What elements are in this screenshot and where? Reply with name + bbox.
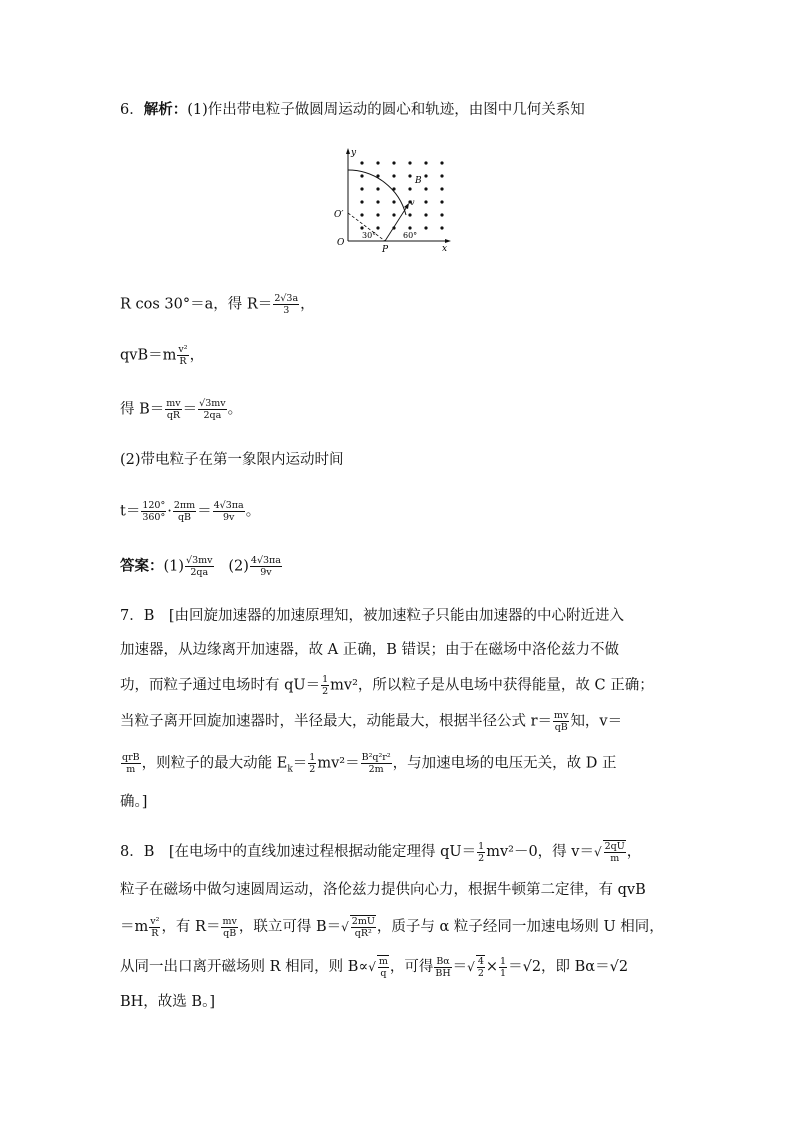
q8-l4-f4-num: 1 (500, 955, 507, 967)
field-dot (392, 200, 395, 203)
q8-l1c: ， (626, 844, 642, 860)
eq1-num: 2√3a (274, 293, 299, 304)
q6-eq1 (120, 293, 315, 316)
eq2-den: R (179, 356, 187, 367)
q8-l3-frac2 (221, 916, 237, 939)
field-dot (360, 226, 363, 229)
q8-l4-frac3 (476, 955, 485, 979)
eq1-frac (273, 293, 299, 316)
q7-l3-den: 2 (322, 686, 329, 697)
eq3-f1-den: qR (166, 410, 181, 421)
field-dot (376, 213, 379, 216)
field-dot (408, 226, 411, 229)
field-dot (440, 187, 443, 190)
q7-line3 (120, 674, 654, 697)
q6-eq2 (120, 344, 204, 367)
field-dot (360, 187, 363, 190)
q7-l3-num: 1 (322, 674, 329, 685)
q8-l4-f4-den: 1 (500, 967, 507, 979)
field-dot (376, 200, 379, 203)
q7-l5-f2-den: 2 (309, 764, 316, 775)
ans1-den: 2qa (190, 567, 209, 578)
q7-line4 (120, 710, 622, 733)
ans2-frac (250, 555, 282, 578)
q7-line5 (120, 752, 616, 779)
answer-label: 答案： (120, 557, 164, 575)
q6-answer (120, 555, 283, 578)
q8-l1-frac2 (603, 840, 626, 864)
q7-line2: 加速器，从边缘离开加速器，故 A 正确，B 错误；由于在磁场中洛伦兹力不做 (120, 642, 619, 658)
q7-l4a: 当粒子离开回旋加速器时，半径最大，动能最大，根据半径公式 r＝ (120, 713, 553, 730)
eq1-text: R cos 30°＝a，得 R＝ (120, 296, 273, 313)
q7-l5-sub: k (287, 764, 293, 775)
q8-l4-f1-num: m (378, 956, 388, 967)
eq4-mid: ＝ (197, 503, 212, 520)
label-angle-60: 60° (403, 231, 418, 240)
field-dot (392, 161, 395, 164)
field-dot (360, 174, 363, 177)
label-point: P (382, 245, 389, 255)
eq4-frac3 (213, 500, 245, 523)
q7-l5b: ＝ (292, 755, 308, 772)
field-dot (360, 161, 363, 164)
sqrt-sign: √ (467, 960, 475, 974)
field-dot (440, 174, 443, 177)
eq4-f1-den: 360° (142, 512, 166, 523)
q7-l5c: mv²＝ (317, 755, 360, 772)
label-center: O′ (334, 210, 344, 220)
eq4-frac2 (173, 500, 196, 523)
ans1-num: √3mv (186, 555, 213, 566)
q7-l4b: 知，v＝ (570, 713, 623, 730)
label-field: B (415, 176, 422, 186)
eq4-f3-num: 4√3πa (213, 500, 244, 511)
q7-l3a: 功，而粒子通过电场时有 qU＝ (120, 677, 321, 694)
eq4-text: t＝ (120, 503, 141, 520)
field-dot (424, 213, 427, 216)
ans1-frac (185, 555, 213, 578)
eq4-dot: · (167, 503, 172, 520)
eq1-end: ， (300, 296, 315, 313)
q8-l3-frac1 (149, 916, 160, 939)
label-y: y (351, 148, 357, 158)
q8-l4-f1-den: q (380, 968, 387, 979)
field-dot (376, 187, 379, 190)
label-velocity: v (410, 198, 415, 207)
q8-l1-f1-num: 1 (478, 840, 485, 852)
field-dot (440, 200, 443, 203)
q6-figure (330, 145, 455, 255)
field-dot (376, 226, 379, 229)
q7-l5d: ，与加速电场的电压无关，故 D 正 (392, 755, 617, 772)
eq4-f1-num: 120° (142, 500, 166, 511)
q8-l1a: 8．B [在电场中的直线加速过程根据动能定理得 qU＝ (120, 844, 477, 860)
q8-line4 (120, 955, 628, 979)
field-dot (392, 213, 395, 216)
eq1-den: 3 (283, 305, 290, 316)
label-origin: O (337, 238, 345, 248)
q8-l1-f2-den: m (610, 853, 620, 864)
q7-l5-f2-num: 1 (309, 752, 316, 763)
q6-number: 6． (120, 102, 144, 118)
field-dot (440, 226, 443, 229)
q6-part2: (2)带电粒子在第一象限内运动时间 (120, 452, 344, 468)
velocity-arrow (404, 203, 409, 209)
q7-line6: 确。] (120, 794, 148, 810)
eq3-text: 得 B＝ (120, 401, 165, 418)
sqrt-sign: √ (593, 845, 602, 859)
ans1-prefix: (1) (163, 558, 185, 575)
eq4-f2-den: qB (177, 512, 191, 523)
q8-line2: 粒子在磁场中做匀速圆周运动，洛伦兹力提供向心力，根据牛顿第二定律，有 qvB (120, 882, 646, 898)
q8-line1 (120, 840, 641, 864)
q7-l5-frac3 (361, 752, 392, 775)
q8-l3a: ＝m (120, 919, 149, 935)
q8-l4c: ＝ (452, 959, 468, 975)
q7-l4-frac (553, 710, 569, 733)
field-dot (408, 161, 411, 164)
field-dot (408, 174, 411, 177)
q8-l4a: 从同一出口离开磁场则 R 相同，则 B∝ (120, 959, 369, 975)
q8-l1-frac1 (477, 841, 485, 864)
q8-l3d: ，质子与 α 粒子经同一加速电场则 U 相同， (376, 919, 664, 935)
y-arrow (346, 148, 350, 154)
q8-l4-frac4 (499, 956, 507, 979)
q6-eq4 (120, 500, 260, 523)
field-dot (440, 161, 443, 164)
eq2-frac (177, 344, 188, 367)
q8-l1-f1-den: 2 (478, 852, 485, 864)
q6-eq3 (120, 398, 242, 421)
ans2-prefix: (2) (228, 558, 249, 575)
q8-l3-f2-den: qB (223, 927, 237, 939)
q6-intro: (1)作出带电粒子做圆周运动的圆心和轨迹，由图中几何关系知 (187, 102, 585, 118)
x-arrow (445, 239, 451, 243)
eq3-mid: ＝ (182, 401, 198, 418)
eq3-end: 。 (227, 401, 243, 418)
q7-l5-f1-num: qrB (122, 752, 140, 763)
q7-l4-num: mv (554, 710, 569, 721)
q7-l5-f1-den: m (126, 764, 136, 775)
eq3-f1-num: mv (166, 398, 181, 409)
ans2-num: 4√3πa (250, 555, 281, 566)
eq4-frac1 (141, 500, 166, 523)
q8-l1-f2-num: 2qU (604, 841, 625, 852)
field-dot (408, 213, 411, 216)
label-x: x (442, 244, 448, 254)
q8-l4d: × (485, 959, 499, 975)
eq3-f2-num: √3mv (199, 398, 226, 409)
eq4-f2-num: 2πm (173, 500, 196, 511)
q7-l5-frac2 (308, 752, 316, 775)
q7-l5-f3-num: B²q²r² (361, 752, 391, 763)
q8-l3-f3-num: 2mU (351, 916, 375, 927)
label-angle-30: 30° (362, 231, 377, 240)
sqrt-sign: √ (368, 960, 376, 974)
eq3-frac1 (165, 398, 181, 421)
field-dot (376, 161, 379, 164)
ans2-den: 9v (260, 567, 272, 578)
field-dot (424, 187, 427, 190)
q8-l4-f2-num: Bα (436, 955, 450, 967)
q7-l3-frac (321, 674, 329, 697)
q8-line3 (120, 915, 664, 939)
eq2-end: ， (189, 347, 205, 364)
q8-l3c: ，联立可得 B＝ (238, 919, 342, 935)
q8-l1b: mv²－0，得 v＝ (486, 844, 594, 860)
q7-l5-f3-den: 2m (368, 764, 384, 775)
field-dot (360, 213, 363, 216)
eq4-end: 。 (245, 503, 261, 520)
field-dot (424, 161, 427, 164)
q8-l4-frac1 (377, 955, 389, 979)
q8-l4-f3-num: 4 (477, 956, 484, 967)
q6-heading (120, 100, 585, 120)
q8-l3-f2-num: mv (222, 915, 237, 927)
field-dots (360, 161, 443, 229)
field-dot (424, 200, 427, 203)
q7-l5a: ，则粒子的最大动能 E (141, 755, 288, 772)
field-dot (360, 200, 363, 203)
eq2-num: v² (178, 344, 188, 355)
q8-l3b: ，有 R＝ (161, 919, 221, 935)
q6-label: 解析： (143, 101, 188, 118)
q8-l4b: ，可得 (389, 959, 434, 975)
eq3-frac2 (198, 398, 226, 421)
field-dot (424, 226, 427, 229)
q7-l4-den: qB (554, 722, 568, 733)
q8-l4-f2-den: BH (435, 967, 451, 979)
eq4-f3-den: 9v (222, 512, 235, 523)
field-dot (408, 187, 411, 190)
q8-l3-f1-num: v² (150, 915, 160, 927)
q7-line1: 7．B [由回旋加速器的加速原理知，被加速粒子只能由加速器的中心附近进入 (120, 608, 625, 624)
field-dot (440, 213, 443, 216)
q8-l3-f3-den: qR² (354, 928, 372, 939)
q8-line5: BH，故选 B。] (120, 994, 215, 1010)
q8-l4-frac2 (434, 956, 451, 979)
q8-l4-f3-den: 2 (477, 968, 484, 979)
q7-l5-frac1 (121, 752, 141, 775)
sqrt-sign: √ (341, 920, 349, 934)
eq2-text: qvB＝m (120, 347, 177, 364)
q8-l3-frac3 (350, 915, 376, 939)
field-dot (424, 174, 427, 177)
q8-l3-f1-den: R (151, 927, 159, 939)
field-dot (392, 174, 395, 177)
q7-l3b: mv²，所以粒子是从电场中获得能量，故 C 正确； (330, 677, 654, 694)
q8-l4e: ＝√2，即 Bα＝√2 (508, 959, 629, 975)
eq3-f2-den: 2qa (203, 410, 222, 421)
